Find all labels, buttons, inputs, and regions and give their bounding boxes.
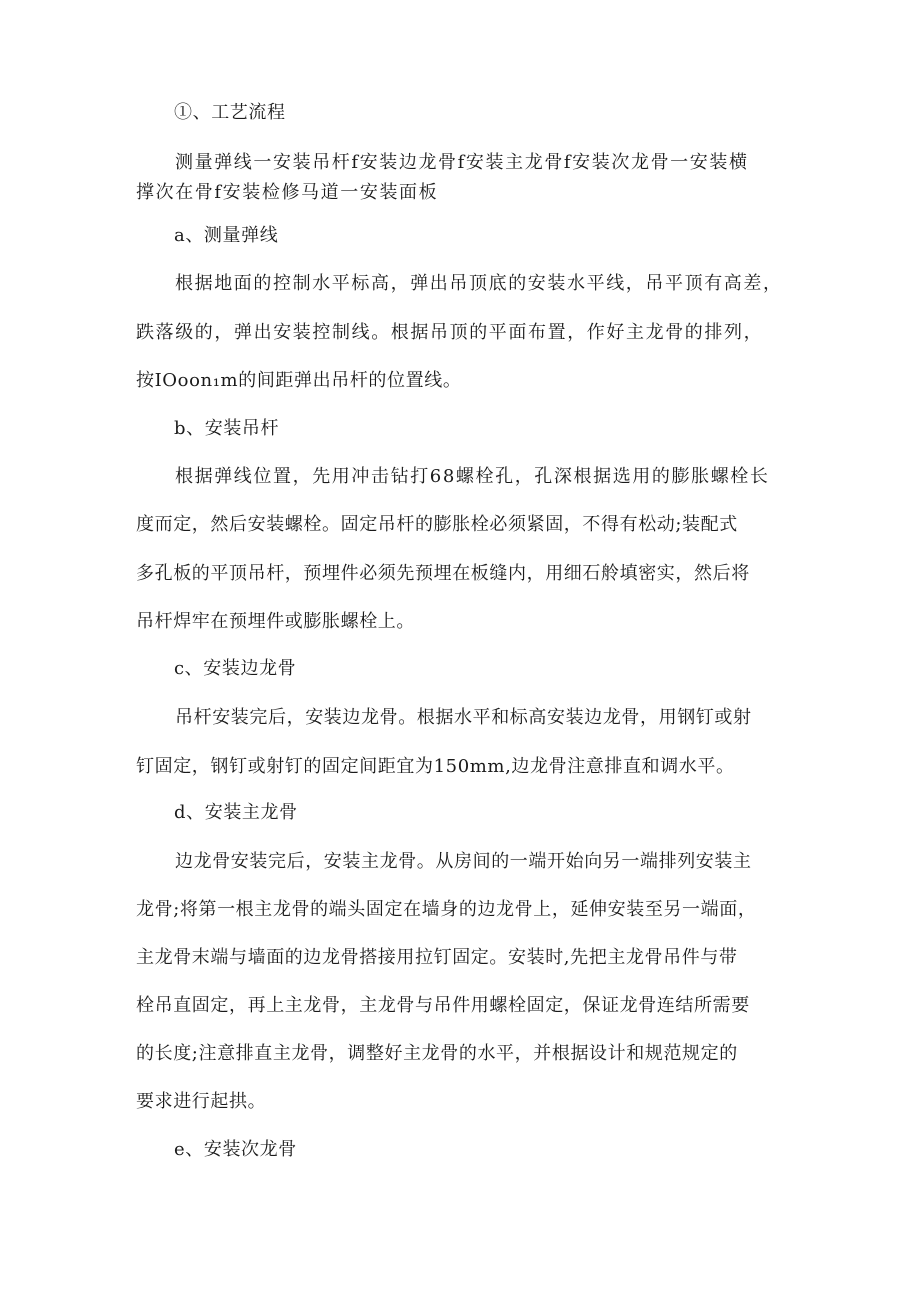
paragraph-line: 跌落级的，弹出安装控制线。根据吊顶的平面布置，作好主龙骨的排列， <box>136 322 764 343</box>
paragraph-line: 多孔板的平顶吊杆，预埋件必须先预埋在板缝内，用细石舲填密实，然后将 <box>136 563 750 584</box>
paragraph-line: 主龙骨末端与墙面的边龙骨搭接用拉钉固定。安装时,先把主龙骨吊件与带 <box>136 947 738 968</box>
paragraph-line: 要求进行起拱。 <box>136 1091 267 1112</box>
paragraph-line: 度而定，然后安装螺栓。固定吊杆的膨胀栓必须紧固，不得有松动;装配式 <box>136 514 738 535</box>
section-heading-a: a、测量弹线 <box>174 225 279 246</box>
section-heading-c: c、安装边龙骨 <box>174 658 297 679</box>
paragraph-line: 边龙骨安装完后，安装主龙骨。从房间的一端开始向另一端排列安装主 <box>175 851 752 872</box>
paragraph-line: 按IOoon₁m的间距弹出吊杆的位置线。 <box>136 370 462 391</box>
process-flow-line: 撑次在骨f安装检修马道一安装面板 <box>136 182 439 203</box>
paragraph-line: 龙骨;将第一根主龙骨的端头固定在墙身的边龙骨上，延伸安装至另一端面， <box>136 899 757 920</box>
paragraph-line: 吊杆焊牢在预埋件或膨胀螺栓上。 <box>136 611 415 632</box>
process-heading: ①、工艺流程 <box>174 102 286 123</box>
paragraph-line: 根据地面的控制水平标高，弹出吊顶底的安装水平线，吊平顶有高差， <box>175 273 783 294</box>
section-heading-b: b、安装吊杆 <box>174 418 280 439</box>
paragraph-line: 栓吊直固定，再上主龙骨，主龙骨与吊件用螺栓固定，保证龙骨连结所需要 <box>136 995 750 1016</box>
section-heading-d: d、安装主龙骨 <box>174 802 298 823</box>
process-flow-line: 测量弹线一安装吊杆f安装边龙骨f安装主龙骨f安装次龙骨一安装横 <box>175 152 749 173</box>
paragraph-line: 吊杆安装完后，安装边龙骨。根据水平和标高安装边龙骨，用钢钉或射 <box>175 707 752 728</box>
paragraph-line: 根据弹线位置，先用冲击钻打68螺栓孔，孔深根据选用的膨胀螺栓长 <box>175 466 770 487</box>
paragraph-line: 的长度;注意排直主龙骨，调整好主龙骨的水平，并根据设计和规范规定的 <box>136 1043 738 1064</box>
paragraph-line: 钉固定，钢钉或射钉的固定间距宜为150mm,边龙骨注意排直和调水平。 <box>136 756 735 777</box>
section-heading-e: e、安装次龙骨 <box>174 1139 297 1160</box>
